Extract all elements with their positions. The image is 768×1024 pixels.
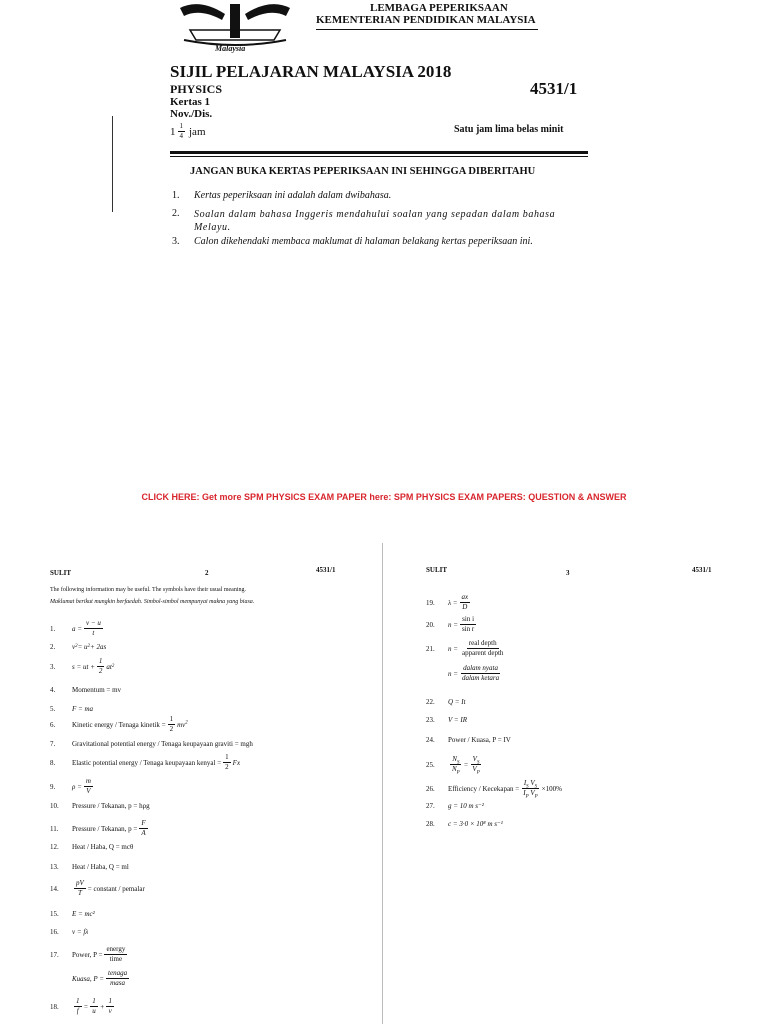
- page2-intro-en: The following information may be useful. The symbols have their usual meaning.: [50, 587, 247, 593]
- instruction-1-text: Kertas peperiksaan ini adalah dalam dwibahasa.: [194, 190, 392, 201]
- formula-num: 26.: [426, 784, 435, 793]
- formula-16: [50, 928, 88, 936]
- exam-title: SIJIL PELAJARAN MALAYSIA 2018: [170, 62, 452, 81]
- duration-words: Satu jam lima belas minit: [454, 124, 564, 135]
- formula-text: g = 10 m s⁻²: [448, 802, 484, 810]
- formula-7: [50, 740, 253, 748]
- formula-num-text: energy: [106, 945, 126, 953]
- formula-num: 27.: [426, 802, 435, 810]
- formula-num: 22.: [426, 698, 435, 706]
- formula-text: v = fλ: [72, 928, 89, 936]
- formula-13: [50, 863, 129, 871]
- board-line-1: LEMBAGA PEPERIKSAAN: [370, 2, 508, 14]
- formula-20: 20. n = $\frac{\text{sin i}}{\text{sin r}}$: [426, 615, 475, 633]
- thick-rule: [170, 151, 588, 154]
- formula-text: E = mc²: [72, 910, 95, 918]
- instruction-2-text: Soalan dalam bahasa Inggeris mendahului soalan yang sepadan dalam bahasa Melayu.: [194, 209, 556, 233]
- formula-num: 2.: [50, 643, 56, 651]
- duration-num: 1: [179, 122, 183, 130]
- formula-den-text: dalam ketara: [461, 674, 500, 682]
- formula-num: 25.: [426, 760, 435, 769]
- formula-num: 10.: [50, 802, 59, 810]
- formula-num: 1.: [50, 624, 56, 633]
- formula-text: Q = It: [448, 698, 466, 706]
- formula-17: [50, 946, 129, 963]
- page2-code: 4531/1: [316, 566, 336, 574]
- formula-text: Power / Kuasa, P = IV: [448, 736, 511, 744]
- more-papers-link[interactable]: CLICK HERE: Get more SPM PHYSICS EXAM PAPER here: SPM PHYSICS EXAM PAPERS: QUESTION & ANSWER: [141, 492, 627, 502]
- formula-text: Pressure / Tekanan, p = hρg: [72, 802, 150, 810]
- formula-num: 13.: [50, 863, 59, 871]
- session: Nov./Dis.: [170, 108, 213, 120]
- formula-19: 19. λ = $\frac{ax}{D}$: [426, 593, 469, 611]
- formula-text: Heat / Haba, Q = ml: [72, 863, 129, 871]
- formula-3: 3. s = ut + $\frac{1}{2}$ at 2: [50, 657, 115, 675]
- paper-number: Kertas 1: [170, 96, 211, 108]
- formula-12: [50, 843, 133, 851]
- formula-21: 21. n = $\frac{\text{real depth}}{\text{apparent depth}}$: [426, 639, 504, 657]
- formula-18: 18. $\frac{1}{f}$ = $\frac{1}{u}$ + $\frac{1}{v}$: [50, 997, 112, 1015]
- formula-num: 24.: [426, 736, 435, 744]
- crest-caption: Malaysia: [215, 44, 246, 53]
- formula-num: 21.: [426, 644, 435, 653]
- formula-17b: [72, 970, 131, 987]
- duration-fraction: [178, 123, 186, 140]
- formula-1: 1. a = $\frac{v - u}{t}$: [50, 619, 101, 637]
- formula-num: 5.: [50, 705, 56, 713]
- formula-text: Gravitational potential energy / Tenaga keupayaan graviti = mgh: [72, 740, 253, 748]
- formula-num: 23.: [426, 716, 435, 724]
- formula-text: Efficiency / Kecekapan =: [448, 784, 520, 793]
- duration-whole: 1: [170, 125, 176, 138]
- instruction-3-text: Calon dikehendaki membaca maklumat di halaman belakang kertas peperiksaan ini.: [194, 236, 533, 247]
- formula-27: [426, 802, 484, 810]
- formula-num: 11.: [50, 824, 59, 833]
- formula-num: 16.: [50, 928, 59, 936]
- duration-den: 4: [179, 132, 183, 140]
- formula-text: c = 3·0 × 10⁸ m s⁻¹: [448, 820, 503, 828]
- page3-number: 3: [566, 569, 570, 577]
- paper-code: 4531/1: [530, 79, 578, 98]
- formula-num: 3.: [50, 662, 56, 671]
- formula-text: Elastic potential energy / Tenaga keupayaan kenyal =: [72, 758, 222, 767]
- formula-11: 11. Pressure / Tekanan, p = $\frac{F}{A}$: [50, 819, 146, 837]
- formula-den-text: apparent depth: [461, 649, 504, 657]
- page3-code: 4531/1: [692, 566, 712, 574]
- formula-num-text: real depth: [468, 639, 497, 647]
- formula-num: 15.: [50, 910, 59, 918]
- formula-21b: n = $\frac{\text{dalam nyata}}{\text{dalam ketara}}$: [448, 664, 500, 682]
- formula-22: [426, 698, 466, 706]
- formula-text: Momentum = mv: [72, 686, 122, 694]
- formula-2: 2. v 2 = u 2 + 2as: [50, 643, 107, 651]
- duration-unit: jam: [189, 125, 206, 138]
- formula-num: 9.: [50, 782, 56, 791]
- page3-sulit: SULIT: [426, 566, 448, 574]
- formula-num: 17.: [50, 950, 59, 959]
- formula-num: 28.: [426, 820, 435, 828]
- formula-num: 19.: [426, 598, 435, 607]
- formula-text: ×100%: [541, 784, 562, 793]
- formula-num: 6.: [50, 720, 56, 729]
- formula-num: 4.: [50, 686, 56, 694]
- formula-text: F = ma: [72, 705, 94, 713]
- formula-6: 6. Kinetic energy / Tenaga kinetik = $\frac{1}{2}$ $mv^2$: [50, 715, 188, 733]
- formula-4: [50, 686, 121, 694]
- formula-text: = constant / pemalar: [87, 884, 145, 893]
- subject: PHYSICS: [170, 82, 223, 96]
- formula-9: 9. ρ = $\frac{m}{V}$: [50, 777, 91, 795]
- formula-num: 8.: [50, 758, 56, 767]
- header-rule: [316, 29, 538, 30]
- formula-text: Power, P =: [72, 950, 103, 959]
- formula-text: Kuasa, P =: [72, 974, 105, 983]
- formula-text: Pressure / Tekanan, p =: [72, 824, 138, 833]
- formula-num: 7.: [50, 740, 56, 748]
- page-divider: [382, 543, 383, 1024]
- formula-8: 8. Elastic potential energy / Tenaga keupayaan kenyal = $\frac{1}{2}$ Fx: [50, 753, 241, 771]
- formula-26: 26. Efficiency / Kecekapan = $\frac{I_S V_S}{I_P V_P}$ ×100%: [426, 779, 562, 800]
- formula-28: [426, 820, 503, 828]
- board-line-2: KEMENTERIAN PENDIDIKAN MALAYSIA: [316, 14, 536, 26]
- margin-mark: [112, 116, 113, 212]
- warning-text: JANGAN BUKA KERTAS PEPERIKSAAN INI SEHINGGA DIBERITAHU: [190, 166, 536, 177]
- formula-25: 25. $\frac{N_S}{N_P}$ = $\frac{V_S}{V_P}$: [426, 755, 480, 776]
- thin-rule: [170, 156, 588, 157]
- page2-number: 2: [205, 569, 209, 577]
- formula-text: Kinetic energy / Tenaga kinetik =: [72, 720, 166, 729]
- formula-5: [50, 705, 93, 713]
- formula-den-text: masa: [110, 979, 125, 987]
- instruction-3-num: 3.: [172, 236, 180, 247]
- formula-num: 12.: [50, 843, 59, 851]
- formula-10: [50, 802, 150, 810]
- duration: [170, 123, 206, 140]
- formula-num: 18.: [50, 1002, 59, 1011]
- formula-num: 20.: [426, 620, 435, 629]
- formula-den-text: time: [109, 955, 123, 963]
- formula-num: 14.: [50, 884, 59, 893]
- page2-sulit: SULIT: [50, 569, 72, 577]
- formula-num-text: dalam nyata: [463, 664, 498, 672]
- formula-text: V = IR: [448, 716, 467, 724]
- formula-15: [50, 910, 95, 918]
- formula-24: [426, 736, 511, 744]
- instruction-1-num: 1.: [172, 190, 180, 201]
- formula-14: 14. $\frac{pV}{T}$ = constant / pemalar: [50, 879, 145, 897]
- instruction-2-num: 2.: [172, 208, 180, 219]
- formula-num-text: tenaga: [108, 969, 128, 977]
- formula-23: [426, 716, 467, 724]
- page2-intro-my: Maklumat berikut mungkin berfaedah. Simbol-simbol mempunyai makna yang biasa.: [50, 599, 255, 605]
- formula-text: Heat / Haba, Q = mcθ: [72, 843, 134, 851]
